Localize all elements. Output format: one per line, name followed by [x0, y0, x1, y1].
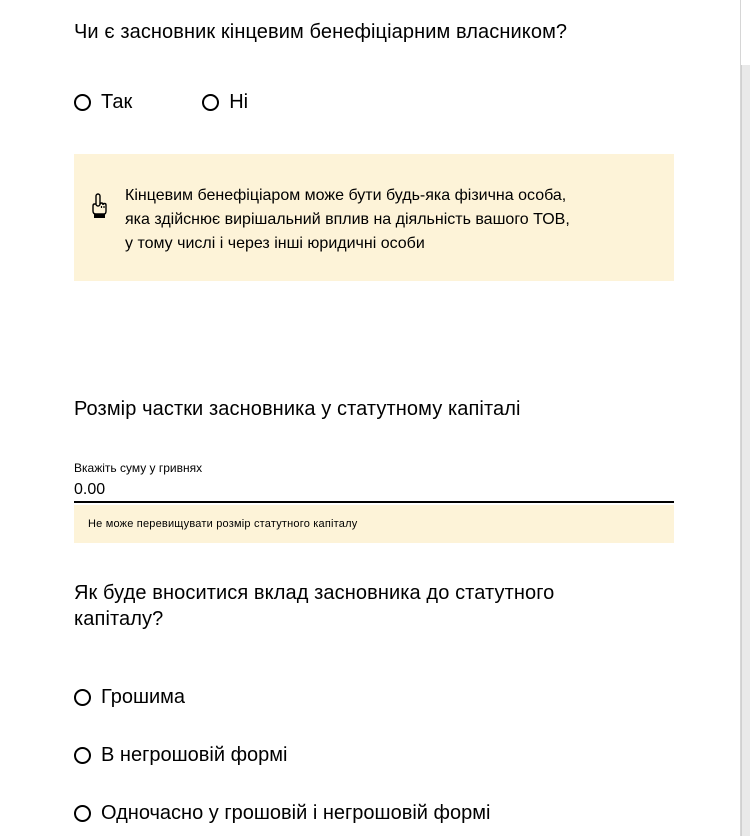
hint-text: [125, 184, 655, 256]
pointing-finger-icon: [90, 193, 110, 219]
radio-circle[interactable]: [202, 94, 219, 111]
radio-circle[interactable]: [74, 805, 91, 822]
radio-circle[interactable]: [74, 747, 91, 764]
beneficiary-radio-group: [74, 90, 248, 114]
share-amount-input[interactable]: [74, 478, 674, 503]
hint-line: Кінцевим бенефіціаром може бути будь-яка фізична особа,: [125, 187, 567, 204]
radio-option-both[interactable]: [74, 801, 490, 825]
share-amount-note: Не може перевищувати розмір статутного капіталу: [74, 505, 674, 543]
share-amount-label: Вкажіть суму у гривнях: [74, 461, 203, 475]
radio-label-both[interactable]: Одночасно у грошовій і негрошовій формі: [101, 802, 491, 824]
contribution-question: [74, 580, 674, 632]
contribution-question-line: Як буде вноситися вклад засновника до статутного: [74, 582, 555, 604]
radio-circle[interactable]: [74, 94, 91, 111]
radio-label-yes[interactable]: Так: [101, 91, 133, 113]
scrollbar-thumb[interactable]: [741, 65, 750, 836]
radio-option-no[interactable]: [202, 90, 248, 114]
page-scrollbar[interactable]: [740, 0, 750, 836]
hint-line: у тому числі і через інші юридичні особи: [125, 235, 425, 252]
radio-option-non-monetary[interactable]: [74, 743, 287, 767]
radio-label-money[interactable]: Грошима: [101, 686, 186, 708]
beneficiary-hint-box: [74, 154, 674, 281]
share-question: Розмір частки засновника у статутному капіталі: [74, 398, 521, 420]
radio-option-money[interactable]: [74, 685, 185, 709]
radio-circle[interactable]: [74, 689, 91, 706]
beneficiary-question: Чи є засновник кінцевим бенефіціарним власником?: [74, 21, 568, 43]
radio-option-yes[interactable]: [74, 90, 132, 114]
radio-label-non-monetary[interactable]: В негрошовій формі: [101, 744, 288, 766]
contribution-question-line: капіталу?: [74, 608, 164, 630]
hint-line: яка здійснює вирішальний вплив на діяльність вашого ТОВ,: [125, 211, 570, 228]
radio-label-no[interactable]: Ні: [229, 91, 249, 113]
